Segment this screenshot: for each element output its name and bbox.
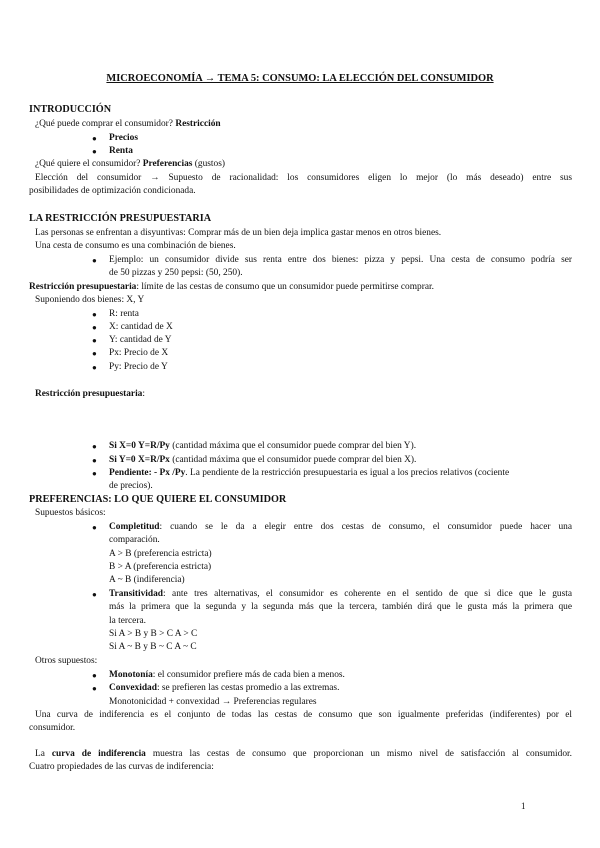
bullet-icon: ●	[92, 349, 97, 358]
prefs-trans-item: Si A > B y B > C A > C	[109, 629, 198, 639]
prefs-trans-item: Si A ~ B y B ~ C A ~ C	[109, 642, 197, 652]
prefs-curve2-line-1	[35, 748, 572, 761]
bullet-icon: ●	[92, 523, 97, 532]
prefs-curve2-text: muestra las cestas de consumo que proporcionan un mismo nivel de satisfacción al consumidor.	[145, 749, 572, 759]
bullet-icon: ●	[92, 256, 97, 265]
budget-slope-line-2: de precios).	[109, 481, 153, 491]
prefs-trans-bold: Transitividad	[109, 589, 164, 599]
prefs-complete-line-1	[109, 521, 572, 534]
bullet-icon: ●	[92, 310, 97, 319]
intro-heading: INTRODUCCIÓN	[29, 104, 112, 115]
prefs-curve2-bold: curva de indiferencia	[51, 749, 146, 759]
prefs-complete-text: : cuando se le da a elegir entre dos cestas de consumo, el consumidor puede hacer una	[159, 522, 572, 532]
budget-var-y: Y: cantidad de Y	[109, 335, 172, 345]
prefs-regular: Monotonicidad + convexidad → Preferencias regulares	[109, 697, 317, 707]
budget-rp-label	[35, 388, 145, 401]
budget-definition	[29, 281, 434, 294]
budget-rp-label-bold: Restricción presupuestaria	[35, 389, 143, 399]
prefs-complete-line-2: comparación.	[109, 535, 160, 545]
budget-point-x	[109, 454, 416, 467]
prefs-trans-line-3: la tercera.	[109, 616, 146, 626]
budget-suppose: Suponiendo dos bienes: X, Y	[35, 295, 145, 305]
budget-point-x-bold: Si Y=0 X=R/Px	[109, 455, 170, 465]
budget-point-y	[109, 440, 416, 453]
budget-example-line-2: de 50 pizzas y 250 pepsi: (50, 250).	[109, 268, 243, 278]
page-title: MICROECONOMÍA → TEMA 5: CONSUMO: LA ELECCIÓN DEL CONSUMIDOR	[106, 73, 494, 84]
bullet-icon: ●	[92, 134, 97, 143]
intro-bullet-precios: Precios	[109, 133, 138, 143]
page-number: 1	[521, 801, 526, 811]
bullet-icon: ●	[92, 147, 97, 156]
prefs-convexidad-bold: Convexidad	[109, 683, 157, 693]
budget-var-px: Px: Precio de X	[109, 348, 169, 358]
bullet-icon: ●	[92, 469, 97, 478]
bullet-icon: ●	[92, 323, 97, 332]
prefs-convexidad	[109, 682, 339, 695]
budget-heading: LA RESTRICCIÓN PRESUPUESTARIA	[29, 213, 212, 224]
budget-slope-text: . La pendiente de la restricción presupuestaria es igual a los precios relativos (cociente	[185, 468, 510, 478]
bullet-icon: ●	[92, 442, 97, 451]
prefs-trans-line-1	[109, 588, 572, 601]
bullet-icon: ●	[92, 590, 97, 599]
budget-definition-bold: Restricción presupuestaria	[29, 282, 137, 292]
intro-bullet-renta: Renta	[109, 146, 133, 156]
intro-question-1-text: ¿Qué puede comprar el consumidor?	[35, 119, 176, 129]
budget-line-2: Una cesta de consumo es una combinación de bienes.	[35, 241, 236, 251]
budget-var-renta: R: renta	[109, 309, 139, 319]
intro-election-line-2: posibilidades de optimización condicionada.	[29, 186, 196, 196]
budget-point-y-bold: Si X=0 Y=R/Py	[109, 441, 170, 451]
prefs-monotonia	[109, 669, 345, 682]
bullet-icon: ●	[92, 671, 97, 680]
prefs-curve-line-1: Una curva de indiferencia es el conjunto de todas las cestas de consumo que son igualmente preferidas (indiferentes) por el	[35, 710, 572, 720]
intro-question-1	[35, 118, 221, 131]
bullet-icon: ●	[92, 456, 97, 465]
bullet-icon: ●	[92, 684, 97, 693]
budget-var-py: Py: Precio de Y	[109, 362, 168, 372]
bullet-icon: ●	[92, 336, 97, 345]
bullet-icon: ●	[92, 363, 97, 372]
budget-slope-line-1	[109, 467, 509, 480]
prefs-complete-item: A ~ B (indiferencia)	[109, 575, 185, 585]
intro-question-2-bold: Preferencias	[142, 159, 193, 169]
budget-var-x: X: cantidad de X	[109, 322, 173, 332]
prefs-trans-line-2: más la primera que la segunda y la segunda más que la tercera, también dirá que le gusta más la primera que	[109, 602, 572, 612]
budget-line-1: Las personas se enfrentan a disyuntivas: Comprar más de un bien deja implica gastar menos en otros bienes.	[35, 228, 442, 238]
intro-question-1-bold: Restricción	[175, 119, 221, 129]
prefs-monotonia-text: : el consumidor prefiere más de cada bien a menos.	[152, 670, 345, 680]
budget-point-y-text: (cantidad máxima que el consumidor puede comprar del bien Y).	[169, 441, 417, 451]
intro-question-2-suffix: (gustos)	[192, 159, 225, 169]
prefs-heading: PREFERENCIAS: LO QUE QUIERE EL CONSUMIDOR	[29, 494, 287, 505]
prefs-monotonia-bold: Monotonía	[109, 670, 153, 680]
prefs-curve2-line-2: Cuatro propiedades de las curvas de indiferencia:	[29, 762, 214, 772]
prefs-complete-item: B > A (preferencia estricta)	[109, 562, 212, 572]
budget-example-line-1: Ejemplo: un consumidor divide sus renta entre dos bienes: pizza y pepsi. Una cesta de consumo podría ser	[109, 255, 572, 265]
prefs-other: Otros supuestos:	[35, 656, 98, 666]
prefs-trans-text: : ante tres alternativas, el consumidor es coherente en el sentido de que si dice que le gusta	[163, 589, 572, 599]
intro-question-2-text: ¿Qué quiere el consumidor?	[35, 159, 143, 169]
prefs-convexidad-text: : se prefieren las cestas promedio a las extremas.	[156, 683, 340, 693]
budget-slope-bold: Pendiente: - Px /Py	[109, 468, 186, 478]
prefs-curve-line-2: consumidor.	[29, 723, 76, 733]
prefs-complete-bold: Completitud	[109, 522, 160, 532]
intro-election-line-1: Elección del consumidor → Supuesto de racionalidad: los consumidores eligen lo mejor (lo más deseado) entre sus	[35, 173, 572, 183]
prefs-complete-item: A > B (preferencia estricta)	[109, 549, 212, 559]
budget-rp-label-colon: :	[142, 389, 145, 399]
budget-definition-text: : límite de las cestas de consumo que un consumidor puede permitirse comprar.	[136, 282, 434, 292]
prefs-curve2-prefix: La	[35, 749, 52, 759]
prefs-basic: Supuestos básicos:	[35, 508, 106, 518]
intro-question-2	[35, 158, 225, 171]
budget-point-x-text: (cantidad máxima que el consumidor puede comprar del bien X).	[169, 455, 417, 465]
